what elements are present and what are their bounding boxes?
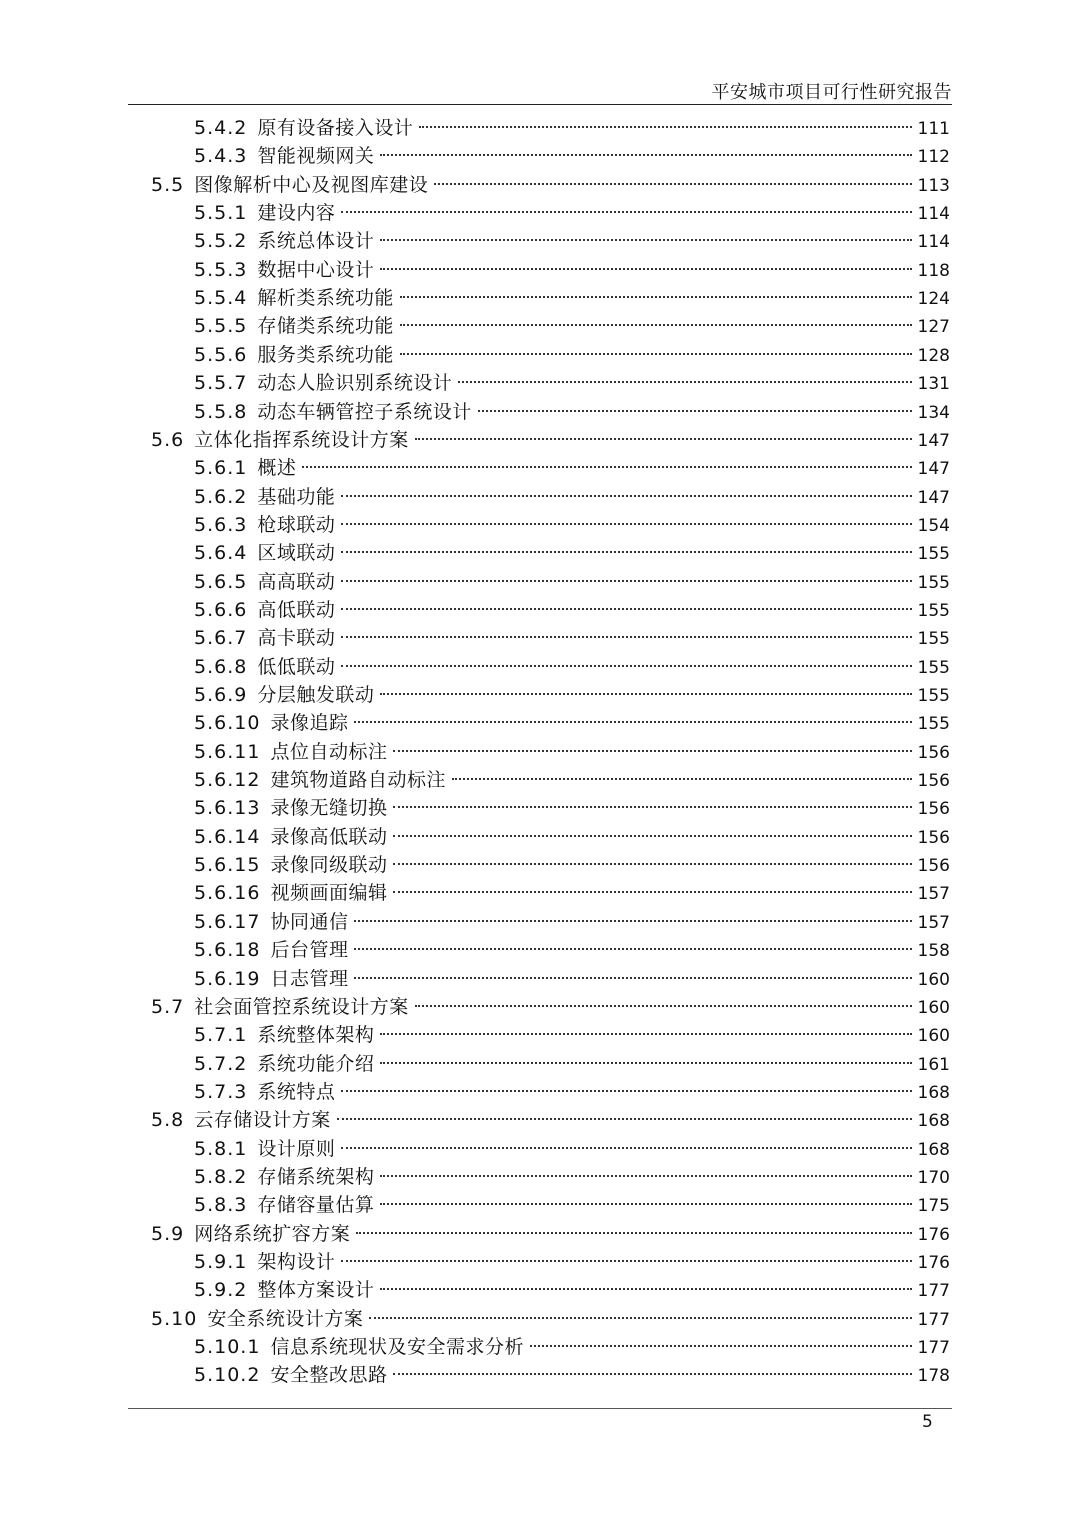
toc-entry-title: 录像追踪 bbox=[270, 712, 349, 735]
toc-entry-number: 5.6.15 bbox=[194, 854, 261, 877]
toc-dot-leader bbox=[341, 503, 911, 531]
toc-entry[interactable] bbox=[194, 928, 950, 962]
toc-entry-number: 5.6.16 bbox=[194, 882, 261, 905]
toc-entry[interactable] bbox=[194, 730, 950, 763]
toc-entry-number: 5.9 bbox=[151, 1222, 185, 1245]
toc-entry-number: 5.8.2 bbox=[194, 1165, 248, 1188]
toc-entry-number: 5.4.3 bbox=[194, 145, 248, 168]
toc-entry-title: 动态人脸识别系统设计 bbox=[257, 372, 453, 395]
toc-entry[interactable] bbox=[194, 560, 950, 593]
toc-entry-number: 5.9.2 bbox=[194, 1279, 248, 1302]
toc-dot-leader bbox=[341, 1240, 911, 1268]
toc-entry-title: 低低联动 bbox=[257, 655, 336, 678]
toc-entry-title: 服务类系统功能 bbox=[257, 343, 394, 366]
toc-dot-leader bbox=[341, 588, 911, 616]
toc-dot-leader bbox=[393, 843, 911, 871]
toc-entry-page: 156 bbox=[917, 856, 950, 877]
toc-entry-page: 114 bbox=[917, 204, 950, 225]
toc-dot-leader bbox=[354, 900, 911, 928]
header-rule bbox=[128, 104, 952, 105]
toc-entry[interactable] bbox=[151, 418, 950, 451]
toc-entry[interactable] bbox=[151, 1212, 950, 1245]
toc-entry-number: 5.6.10 bbox=[194, 712, 261, 735]
toc-entry-number: 5.7 bbox=[151, 995, 185, 1018]
toc-entry-number: 5.6.11 bbox=[194, 740, 261, 763]
toc-entry-title: 安全整改思路 bbox=[270, 1364, 388, 1387]
toc-dot-leader bbox=[337, 1098, 912, 1126]
toc-entry[interactable] bbox=[194, 276, 950, 310]
toc-entry-title: 日志管理 bbox=[270, 967, 349, 990]
toc-entry[interactable] bbox=[194, 815, 950, 848]
toc-entry[interactable] bbox=[194, 588, 950, 621]
toc-entry-number: 5.6.8 bbox=[194, 655, 248, 678]
toc-entry-title: 录像同级联动 bbox=[270, 854, 388, 877]
toc-entry-number: 5.10.2 bbox=[194, 1364, 261, 1387]
toc-dot-leader bbox=[400, 304, 912, 332]
toc-dot-leader bbox=[530, 1325, 912, 1353]
toc-entry-page: 160 bbox=[917, 969, 950, 990]
toc-entry-page: 155 bbox=[917, 714, 950, 735]
toc-entry-title: 云存储设计方案 bbox=[194, 1109, 331, 1132]
toc-entry-page: 168 bbox=[917, 1111, 950, 1132]
toc-entry-page: 155 bbox=[917, 629, 950, 650]
toc-entry[interactable] bbox=[194, 1325, 950, 1359]
toc-entry-title: 原有设备接入设计 bbox=[257, 117, 414, 139]
toc-entry[interactable] bbox=[194, 1070, 950, 1103]
toc-entry-number: 5.5.8 bbox=[194, 400, 248, 423]
toc-entry-page: 147 bbox=[917, 487, 950, 508]
toc-entry[interactable] bbox=[151, 1098, 950, 1132]
toc-entry-title: 高低联动 bbox=[257, 598, 336, 621]
toc-entry-page: 158 bbox=[917, 941, 950, 962]
toc-dot-leader bbox=[380, 219, 911, 247]
toc-entry[interactable] bbox=[194, 531, 950, 565]
toc-entry-page: 157 bbox=[917, 912, 950, 933]
toc-entry-page: 156 bbox=[917, 771, 950, 792]
toc-entry-number: 5.10 bbox=[151, 1307, 198, 1330]
toc-entry-page: 168 bbox=[917, 1082, 950, 1103]
toc-entry-page: 154 bbox=[917, 515, 950, 536]
toc-dot-leader bbox=[393, 786, 911, 814]
toc-entry[interactable] bbox=[194, 616, 950, 650]
toc-entry-page: 178 bbox=[917, 1366, 950, 1387]
toc-entry-title: 智能视频网关 bbox=[257, 145, 375, 168]
toc-dot-leader bbox=[380, 1268, 911, 1296]
toc-dot-leader bbox=[380, 1042, 911, 1070]
toc-entry-page: 155 bbox=[917, 600, 950, 621]
toc-entry-page: 112 bbox=[917, 147, 950, 168]
document-title: 平安城市项目可行性研究报告 bbox=[711, 82, 952, 103]
toc-entry-page: 177 bbox=[917, 1338, 950, 1359]
toc-entry-title: 录像无缝切换 bbox=[270, 797, 388, 820]
toc-dot-leader bbox=[434, 163, 911, 191]
toc-entry-number: 5.4.2 bbox=[194, 117, 248, 139]
toc-entry-page: 128 bbox=[917, 345, 950, 366]
toc-entry-page: 156 bbox=[917, 799, 950, 820]
toc-entry-page: 175 bbox=[917, 1196, 950, 1217]
toc-entry[interactable] bbox=[194, 957, 950, 990]
toc-entry-number: 5.5.5 bbox=[194, 315, 248, 338]
toc-entry-number: 5.10.1 bbox=[194, 1336, 261, 1359]
toc-dot-leader bbox=[341, 531, 911, 559]
toc-dot-leader bbox=[341, 1070, 911, 1098]
toc-entry-title: 后台管理 bbox=[270, 939, 349, 962]
toc-entry-number: 5.5.6 bbox=[194, 343, 248, 366]
toc-dot-leader bbox=[400, 276, 912, 304]
toc-entry[interactable] bbox=[194, 900, 950, 933]
toc-entry[interactable] bbox=[194, 503, 950, 536]
toc-entry-title: 区域联动 bbox=[257, 542, 336, 565]
toc-entry-title: 整体方案设计 bbox=[257, 1279, 375, 1302]
toc-entry-number: 5.7.1 bbox=[194, 1024, 248, 1047]
toc-dot-leader bbox=[393, 871, 911, 899]
toc-entry-title: 高卡联动 bbox=[257, 627, 336, 650]
toc-entry-number: 5.6.4 bbox=[194, 542, 248, 565]
toc-entry-title: 数据中心设计 bbox=[257, 258, 375, 281]
toc-entry-page: 147 bbox=[917, 430, 950, 451]
toc-dot-leader bbox=[415, 985, 912, 1013]
toc-dot-leader bbox=[369, 1297, 911, 1325]
toc-entry-page: 147 bbox=[917, 459, 950, 480]
toc-entry-number: 5.6.7 bbox=[194, 627, 248, 650]
toc-entry-page: 156 bbox=[917, 742, 950, 763]
toc-entry-title: 建设内容 bbox=[257, 202, 336, 225]
toc-entry[interactable] bbox=[194, 304, 950, 338]
toc-entry-title: 架构设计 bbox=[257, 1251, 336, 1273]
toc-entry-page: 113 bbox=[917, 175, 950, 196]
toc-entry[interactable] bbox=[194, 1127, 950, 1160]
toc-entry[interactable] bbox=[194, 1155, 950, 1188]
toc-entry-number: 5.6.12 bbox=[194, 769, 261, 792]
toc-entry-title: 高高联动 bbox=[257, 570, 336, 593]
toc-dot-leader bbox=[380, 1155, 911, 1183]
toc-entry-page: 156 bbox=[917, 827, 950, 848]
toc-entry[interactable] bbox=[194, 786, 950, 820]
toc-entry[interactable] bbox=[194, 446, 950, 480]
page-number: 5 bbox=[922, 1412, 933, 1432]
toc-entry-page: 160 bbox=[917, 997, 950, 1018]
toc-entry[interactable] bbox=[194, 106, 950, 139]
toc-dot-leader bbox=[380, 248, 911, 276]
toc-entry-page: 131 bbox=[917, 374, 950, 395]
toc-entry[interactable] bbox=[194, 1268, 950, 1302]
toc-entry-page: 176 bbox=[917, 1224, 950, 1245]
toc-entry-number: 5.5.3 bbox=[194, 258, 248, 281]
toc-entry-title: 系统功能介绍 bbox=[257, 1052, 375, 1075]
toc-entry[interactable] bbox=[194, 871, 950, 905]
toc-entry[interactable] bbox=[194, 645, 950, 678]
toc-entry-title: 枪球联动 bbox=[257, 513, 336, 536]
toc-dot-leader bbox=[380, 673, 911, 701]
toc-entry-number: 5.5.2 bbox=[194, 230, 248, 253]
toc-dot-leader bbox=[341, 616, 911, 644]
toc-entry-page: 177 bbox=[917, 1309, 950, 1330]
toc-entry-number: 5.6.3 bbox=[194, 513, 248, 536]
toc-entry[interactable] bbox=[194, 134, 950, 168]
toc-entry-number: 5.6.1 bbox=[194, 457, 248, 480]
toc-entry-title: 分层触发联动 bbox=[257, 684, 375, 706]
toc-entry[interactable] bbox=[194, 701, 950, 735]
toc-entry-title: 系统总体设计 bbox=[257, 230, 375, 253]
toc-entry[interactable] bbox=[194, 1240, 950, 1273]
toc-entry-number: 5.8.3 bbox=[194, 1194, 248, 1217]
toc-dot-leader bbox=[393, 730, 911, 758]
toc-entry-page: 134 bbox=[917, 402, 950, 423]
toc-entry-title: 信息系统现状及安全需求分析 bbox=[270, 1336, 524, 1359]
toc-dot-leader bbox=[341, 475, 911, 503]
toc-dot-leader bbox=[452, 758, 912, 786]
toc-entry[interactable] bbox=[194, 475, 950, 508]
toc-entry[interactable] bbox=[194, 1353, 950, 1387]
toc-entry-title: 动态车辆管控子系统设计 bbox=[257, 400, 472, 423]
toc-entry-page: 161 bbox=[917, 1054, 950, 1075]
toc-entry-page: 155 bbox=[917, 572, 950, 593]
toc-dot-leader bbox=[341, 645, 911, 673]
toc-entry[interactable] bbox=[151, 163, 950, 196]
page-header bbox=[128, 76, 952, 102]
toc-dot-leader bbox=[419, 106, 911, 134]
toc-entry[interactable] bbox=[194, 1013, 950, 1047]
toc-entry-number: 5.6.5 bbox=[194, 570, 248, 593]
toc-entry-number: 5.6.18 bbox=[194, 939, 261, 962]
toc-entry[interactable] bbox=[194, 390, 950, 423]
toc-entry-number: 5.8.1 bbox=[194, 1137, 248, 1160]
toc-entry-number: 5.6.13 bbox=[194, 797, 261, 820]
toc-dot-leader bbox=[341, 1127, 911, 1155]
toc-dot-leader bbox=[400, 333, 912, 361]
toc-dot-leader bbox=[341, 191, 911, 219]
toc-entry-title: 网络系统扩容方案 bbox=[194, 1222, 351, 1245]
toc-entry[interactable] bbox=[194, 758, 950, 792]
toc-entry-page: 111 bbox=[917, 119, 950, 139]
toc-entry-page: 160 bbox=[917, 1026, 950, 1047]
toc-entry-title: 存储系统架构 bbox=[257, 1165, 375, 1188]
toc-entry-page: 155 bbox=[917, 657, 950, 678]
toc-dot-leader bbox=[354, 928, 911, 956]
toc-dot-leader bbox=[341, 560, 911, 588]
toc-entry-page: 155 bbox=[917, 686, 950, 706]
toc-entry-page: 127 bbox=[917, 317, 950, 338]
toc-entry[interactable] bbox=[151, 1297, 950, 1330]
toc-entry-number: 5.7.2 bbox=[194, 1052, 248, 1075]
footer-rule bbox=[128, 1408, 952, 1409]
toc-entry[interactable] bbox=[151, 985, 950, 1018]
toc-entry-title: 点位自动标注 bbox=[270, 740, 388, 763]
toc-entry-title: 存储类系统功能 bbox=[257, 315, 394, 338]
toc-entry-title: 协同通信 bbox=[270, 910, 349, 933]
toc-entry-number: 5.7.3 bbox=[194, 1080, 248, 1103]
toc-entry[interactable] bbox=[194, 361, 950, 395]
toc-entry-page: 124 bbox=[917, 289, 950, 310]
toc-entry-title: 基础功能 bbox=[257, 485, 336, 508]
toc-entry-title: 系统特点 bbox=[257, 1080, 336, 1103]
toc-dot-leader bbox=[393, 815, 911, 843]
toc-dot-leader bbox=[302, 446, 911, 474]
toc-dot-leader bbox=[356, 1212, 911, 1240]
toc-entry-number: 5.6.6 bbox=[194, 598, 248, 621]
toc-entry-number: 5.5 bbox=[151, 173, 185, 196]
toc-entry[interactable] bbox=[194, 333, 950, 366]
toc-entry-number: 5.5.4 bbox=[194, 287, 248, 310]
toc-entry-title: 设计原则 bbox=[257, 1137, 336, 1160]
toc-entry[interactable] bbox=[194, 1042, 950, 1075]
toc-entry-title: 建筑物道路自动标注 bbox=[270, 769, 446, 792]
toc-dot-leader bbox=[478, 390, 912, 418]
toc-entry[interactable] bbox=[194, 248, 950, 281]
toc-entry-title: 立体化指挥系统设计方案 bbox=[194, 428, 409, 451]
toc-dot-leader bbox=[380, 1013, 911, 1041]
toc-entry-title: 系统整体架构 bbox=[257, 1024, 375, 1047]
toc-entry-page: 177 bbox=[917, 1281, 950, 1302]
toc-entry-title: 录像高低联动 bbox=[270, 825, 388, 848]
toc-dot-leader bbox=[458, 361, 911, 389]
toc-entry-page: 118 bbox=[917, 260, 950, 281]
toc-entry-number: 5.5.7 bbox=[194, 372, 248, 395]
toc-entry-title: 视频画面编辑 bbox=[270, 882, 388, 905]
toc-entry-page: 155 bbox=[917, 544, 950, 565]
toc-dot-leader bbox=[380, 134, 911, 162]
toc-entry-page: 157 bbox=[917, 884, 950, 905]
toc-entry-title: 解析类系统功能 bbox=[257, 287, 394, 310]
toc-entry-page: 176 bbox=[917, 1253, 950, 1273]
toc-entry-title: 存储容量估算 bbox=[257, 1194, 375, 1217]
toc-entry[interactable] bbox=[194, 191, 950, 225]
toc-entry-page: 114 bbox=[917, 232, 950, 253]
toc-entry-number: 5.9.1 bbox=[194, 1251, 248, 1273]
toc-entry-page: 170 bbox=[917, 1167, 950, 1188]
toc-dot-leader bbox=[354, 701, 911, 729]
toc-dot-leader bbox=[415, 418, 912, 446]
toc-entry[interactable] bbox=[194, 843, 950, 877]
toc-entry-title: 图像解析中心及视图库建设 bbox=[194, 173, 429, 196]
toc-entry[interactable] bbox=[194, 1183, 950, 1217]
toc-entry-number: 5.5.1 bbox=[194, 202, 248, 225]
toc-dot-leader bbox=[380, 1183, 911, 1211]
toc-dot-leader bbox=[393, 1353, 911, 1381]
toc-entry[interactable] bbox=[194, 219, 950, 253]
toc-entry-number: 5.6.14 bbox=[194, 825, 261, 848]
toc-entry-title: 概述 bbox=[257, 457, 297, 480]
toc-entry[interactable] bbox=[194, 673, 950, 706]
toc-entry-number: 5.6 bbox=[151, 428, 185, 451]
toc-entry-number: 5.6.17 bbox=[194, 910, 261, 933]
toc-entry-number: 5.6.2 bbox=[194, 485, 248, 508]
toc-dot-leader bbox=[354, 957, 911, 985]
toc-entry-page: 168 bbox=[917, 1139, 950, 1160]
toc-entry-number: 5.6.19 bbox=[194, 967, 261, 990]
toc-entry-number: 5.8 bbox=[151, 1109, 185, 1132]
toc-entry-number: 5.6.9 bbox=[194, 684, 248, 706]
toc-entry-title: 安全系统设计方案 bbox=[207, 1307, 364, 1330]
toc-entry-title: 社会面管控系统设计方案 bbox=[194, 995, 409, 1018]
